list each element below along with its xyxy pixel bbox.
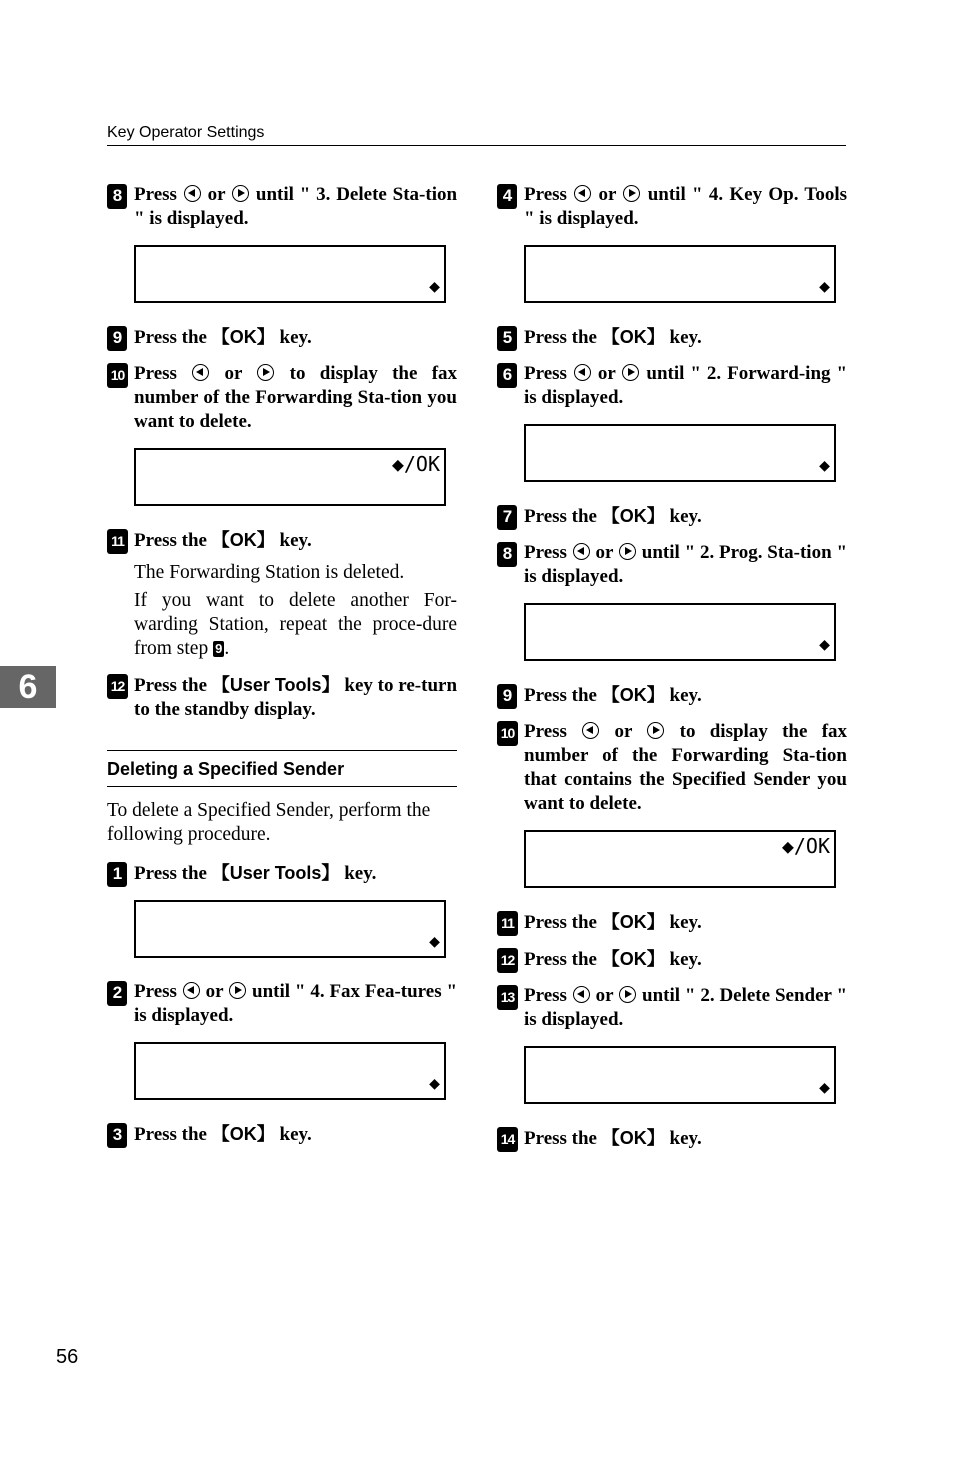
scroll-indicator-icon: ◆ [819,1077,830,1098]
step-9 [497,683,847,708]
section-intro: To delete a Specified Sender, perform the following procedure. [107,800,431,845]
chapter-tab: 6 [0,666,56,708]
section-heading: Deleting a Specified Sender [107,750,457,787]
right-arrow-key-icon [619,543,636,560]
note-text: If you want to delete another For-warding Station, repeat the proce-dure from step [134,590,457,659]
step-12 [497,947,847,972]
step-text: until " 4. Fax Fea-tures " is displayed. [134,981,458,1026]
page-number: 56 [56,1346,79,1368]
step-text: or [595,542,614,563]
step-3 [107,1122,457,1147]
step-number: 14 [497,1127,518,1152]
step-text: or [597,363,616,384]
right-arrow-key-icon [623,185,640,202]
left-arrow-key-icon [192,364,209,381]
step-text: key. [669,1128,702,1149]
step-text: Press the [524,685,597,706]
step-text: or [598,184,617,205]
left-arrow-key-icon [183,982,200,999]
step-number: 12 [107,674,128,699]
step-9 [107,325,457,350]
right-column [497,183,847,1163]
step-number: 9 [497,684,517,709]
step-text: Press the [134,530,207,551]
left-arrow-key-icon [184,185,201,202]
step-8 [497,541,847,589]
step-text: key. [344,863,377,884]
lcd-display [524,1046,836,1104]
step-number: 7 [497,505,517,530]
step-number: 8 [497,542,517,567]
ok-key: 【OK】 [211,1124,275,1144]
step-number: 10 [497,721,518,746]
left-arrow-key-icon [573,986,590,1003]
right-arrow-key-icon [647,722,664,739]
step-text: Press [134,981,177,1002]
left-arrow-key-icon [574,364,591,381]
step-text: or [595,985,614,1006]
ok-key: 【OK】 [601,327,665,347]
step-4 [497,183,847,231]
step-11 [107,528,457,553]
step-text: to display the fax number of the Forwarding Sta-tion that contains the Specified Sender you want to delete. [524,721,848,814]
step-text: Press the [524,506,597,527]
scroll-indicator-icon: ◆ [819,276,830,297]
right-arrow-key-icon [622,364,639,381]
left-arrow-key-icon [582,722,599,739]
lcd-display [134,245,446,303]
step-text: Press the [524,327,597,348]
step-text: key. [669,912,702,933]
lcd-display [524,603,836,661]
scroll-indicator-icon: ◆ [819,634,830,655]
step-14 [497,1126,847,1151]
repeat-note [107,589,457,661]
step-text: Press [524,184,567,205]
step-10 [107,362,457,434]
scroll-ok-indicator-icon: ◆/OK [781,834,830,858]
step-number: 5 [497,326,517,351]
step-text: until " 2. Prog. Sta-tion " is displayed. [524,542,848,587]
step-text: key. [669,949,702,970]
ok-key: 【OK】 [601,912,665,932]
step-text: key. [279,1124,312,1145]
step-text: to display the fax number of the Forwarding Sta-tion you want to delete. [134,363,458,432]
step-text: Press [524,363,567,384]
step-text: Press [134,363,177,384]
scroll-indicator-icon: ◆ [819,455,830,476]
step-1 [107,861,457,886]
running-header: Key Operator Settings [107,124,846,146]
user-tools-key: 【User Tools】 [211,675,340,695]
scroll-ok-indicator-icon: ◆/OK [391,452,440,476]
step-text: key to re-turn to the standby display. [134,675,458,720]
step-text: Press [524,721,567,742]
right-arrow-key-icon [257,364,274,381]
lcd-display [134,900,446,958]
step-text: or [205,981,224,1002]
step-text: key. [669,506,702,527]
step-text: Press the [134,327,207,348]
ok-key: 【OK】 [601,1128,665,1148]
step-text: Press [134,184,177,205]
step-text: Press [524,542,567,563]
lcd-display [134,1042,446,1100]
step-text: Press the [524,1128,597,1149]
step-text: until " 3. Delete Sta-tion " is displayed. [134,184,458,229]
step-reference: 9 [215,641,223,656]
scroll-indicator-icon: ◆ [429,931,440,952]
step-number: 6 [497,363,517,388]
left-arrow-key-icon [573,543,590,560]
ok-key: 【OK】 [601,949,665,969]
scroll-indicator-icon: ◆ [429,1073,440,1094]
step-number: 12 [497,948,518,973]
step-text: or [207,184,226,205]
step-text: Press the [524,912,597,933]
right-arrow-key-icon [619,986,636,1003]
left-arrow-key-icon [574,185,591,202]
step-number: 1 [107,862,127,887]
step-text: until " 2. Delete Sender " is displayed. [524,985,848,1030]
step-number: 10 [107,363,128,388]
step-text: or [614,721,633,742]
lcd-display [524,424,836,482]
step-text: key. [279,530,312,551]
step-text: key. [669,327,702,348]
step-text: Press [524,985,567,1006]
step-7 [497,504,847,529]
step-text: key. [669,685,702,706]
step-10 [497,720,847,816]
step-number: 4 [497,184,517,209]
lcd-display [524,245,836,303]
step-number: 8 [107,184,127,209]
note-text: . [224,638,230,659]
step-text: Press the [134,1124,207,1145]
step-number: 11 [107,529,128,554]
step-text: or [224,363,243,384]
lcd-display [134,448,446,506]
ok-key: 【OK】 [601,506,665,526]
step-number: 2 [107,981,127,1006]
step-text: Press the [134,863,207,884]
step-number: 3 [107,1123,127,1148]
result-note: The Forwarding Station is deleted. [134,562,405,583]
step-13 [497,984,847,1032]
step-number: 11 [497,911,518,936]
step-text: until " 4. Key Op. Tools " is displayed. [524,184,848,229]
step-text: Press the [524,949,597,970]
step-8 [107,183,457,231]
left-column [107,183,457,1159]
ok-key: 【OK】 [211,327,275,347]
step-text: key. [279,327,312,348]
step-11 [497,910,847,935]
step-5 [497,325,847,350]
user-tools-key: 【User Tools】 [211,863,340,883]
step-number: 13 [497,985,518,1010]
ok-key: 【OK】 [601,685,665,705]
step-2 [107,980,457,1028]
step-text: until " 2. Forward-ing " is displayed. [524,363,848,408]
step-6 [497,362,847,410]
right-arrow-key-icon [229,982,246,999]
step-text: Press the [134,675,208,696]
right-arrow-key-icon [232,185,249,202]
scroll-indicator-icon: ◆ [429,276,440,297]
lcd-display [524,830,836,888]
step-number: 9 [107,326,127,351]
ok-key: 【OK】 [211,530,275,550]
step-12 [107,673,457,722]
